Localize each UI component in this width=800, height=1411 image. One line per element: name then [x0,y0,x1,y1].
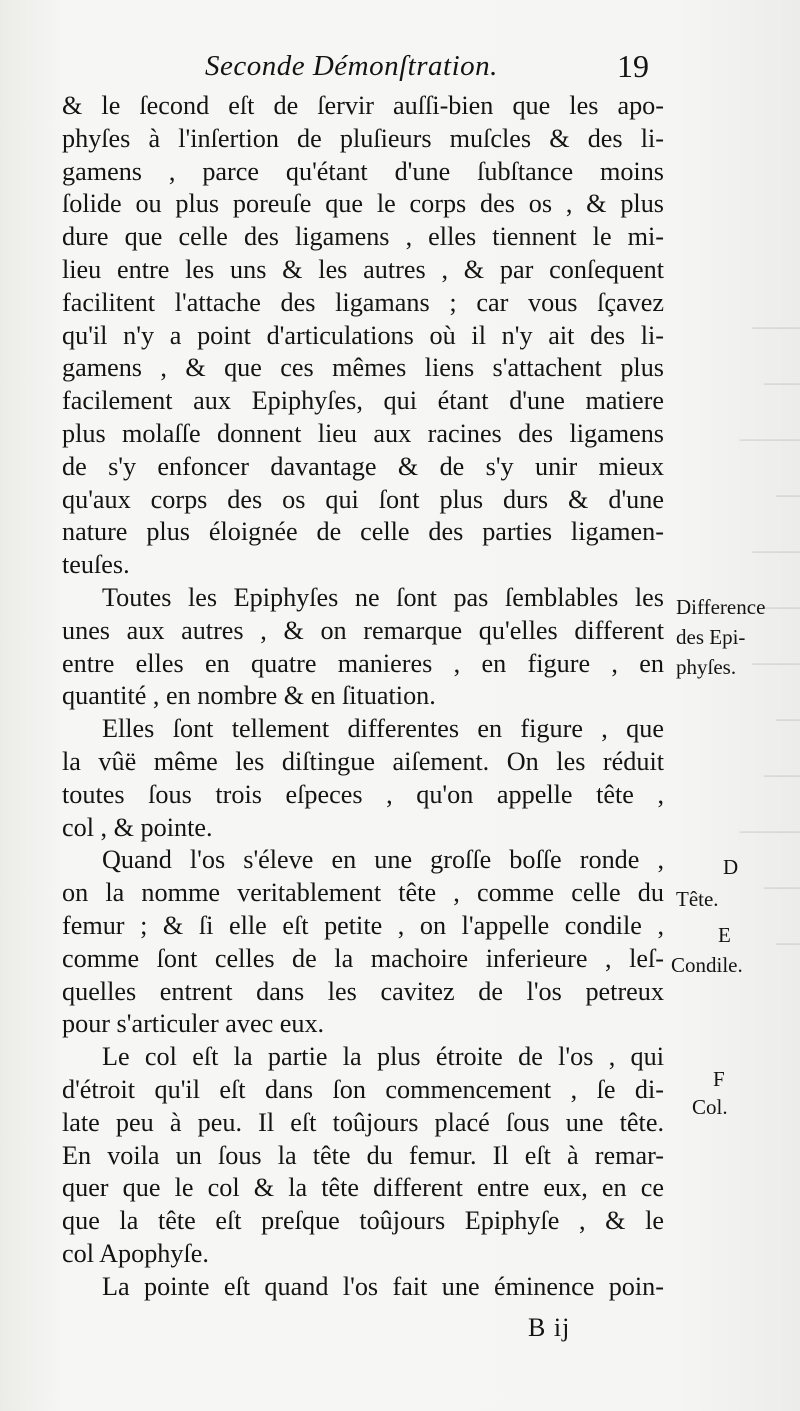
text-line: unes aux autres , & on remarque qu'elles different [62,615,664,645]
text-line: on la nomme veritablement tête , comme celle du [62,878,664,908]
text-line: gamens , parce qu'étant d'une ſubſtance moins [62,156,664,186]
margin-note-line: Difference [676,595,766,619]
margin-letter-d: D [723,855,739,879]
margin-letter-e: E [718,923,731,947]
text-line: En voila un ſous la tête du femur. Il eſt à remar- [62,1140,664,1170]
text-line: pour s'articuler avec eux. [62,1009,325,1039]
text-line: quantité , en nombre & en ſituation. [62,681,436,711]
text-line: nature plus éloignée de celle des parties ligamen- [62,517,664,547]
text-line: lieu entre les uns & les autres , & par conſequent [62,254,664,284]
text-line: facilitent l'attache des ligamans ; car vous ſçavez [62,287,664,317]
text-line: quelles entrent dans les cavitez de l'os petreux [62,976,664,1006]
text-line: qu'il n'y a point d'articulations où il n'y ait des li- [62,320,664,350]
text-line: toutes ſous trois eſpeces , qu'on appelle tête , [62,779,664,809]
paragraph-start: Le col eſt la partie la plus étroite de l'os , qui [102,1042,664,1072]
text-line: quer que le col & la tête different entre eux, en ce [62,1173,664,1203]
paragraph-start: Quand l'os s'éleve en une groſſe boſſe ronde , [102,845,664,875]
text-line: qu'aux corps des os qui ſont plus durs & d'une [62,484,664,514]
margin-note-tete: Tête. [676,887,719,911]
text-line: gamens , & que ces mêmes liens s'attachent plus [62,353,664,383]
text-line: que la tête eſt preſque toûjours Epiphyſe , & le [62,1206,664,1236]
paragraph-start: Elles ſont tellement differentes en figure , que [102,714,664,744]
text-line: comme ſont celles de la machoire inferieure , leſ- [62,943,664,973]
text-line: femur ; & ſi elle eſt petite , on l'appelle condile , [62,910,664,940]
margin-note-line: phyſes. [676,655,737,679]
text-line: col Apophyſe. [62,1238,209,1268]
text-line: la vûë même les diſtingue aiſement. On les réduit [62,746,664,776]
text-line: col , & pointe. [62,812,213,842]
paragraph-start: Toutes les Epiphyſes ne ſont pas ſemblables les [102,582,664,612]
margin-letter-f: F [713,1067,725,1091]
bleed-through-shadow: ──── ─── ───── ── ──── ─── ──── ── ─── ───── ─── ── [739,316,800,956]
text-line: teuſes. [62,550,130,580]
text-line: dure que celle des ligamens , elles tiennent le mi- [62,222,664,252]
margin-note-line: des Epi- [676,625,746,649]
page-number: 19 [617,48,649,84]
margin-notes [668,0,800,1411]
text-line: facilement aux Epiphyſes, qui étant d'une matiere [62,386,664,416]
paragraph-start: La pointe eſt quand l'os fait une éminence poin- [102,1271,664,1301]
body-text [62,90,664,1303]
text-line: phyſes à l'inſertion de pluſieurs muſcles & des li- [62,123,664,153]
text-line: entre elles en quatre manieres , en figure , en [62,648,664,678]
text-line: & le ſecond eſt de ſervir auſſi-bien que les apo- [62,91,664,120]
text-line: ſolide ou plus poreuſe que le corps des os , & plus [62,189,664,219]
margin-note-condile: Condile. [671,953,743,977]
printer-signature: B ij [528,1313,571,1342]
running-title: Seconde Démonſtration. [205,50,498,82]
text-line: de s'y enfoncer davantage & de s'y unir mieux [62,451,664,481]
margin-note-col: Col. [692,1095,728,1119]
text-line: d'étroit qu'il eſt dans ſon commencement , ſe di- [62,1074,664,1104]
text-line: plus molaſſe donnent lieu aux racines des ligamens [62,418,664,448]
margin-note-difference [676,592,765,682]
text-line: late peu à peu. Il eſt toûjours placé ſous une tête. [62,1107,664,1137]
